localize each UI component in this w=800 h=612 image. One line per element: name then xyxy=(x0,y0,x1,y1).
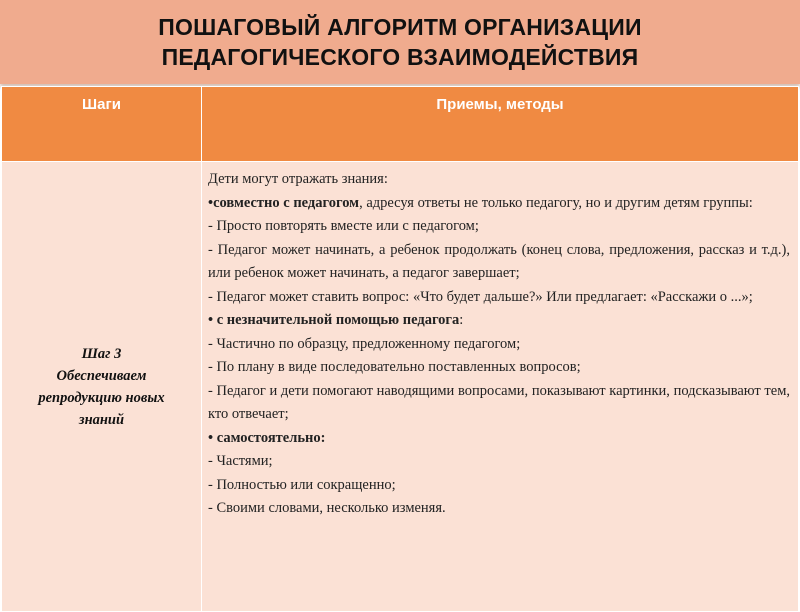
column-header-methods: Приемы, методы xyxy=(202,87,799,162)
method-item: - Частями; xyxy=(208,453,273,469)
method-group-minor-help-colon: : xyxy=(459,312,464,328)
title-banner xyxy=(0,0,800,84)
method-item: - По плану в виде последовательно поставленных вопросов; xyxy=(208,359,581,375)
method-group-together-title: •совместно с педагогом xyxy=(208,194,360,211)
method-item: - Своими словами, несколько изменяя. xyxy=(208,500,446,516)
method-group-together-desc: , адресуя ответы не только педагогу, но и другим детям группы: xyxy=(359,194,753,211)
page-title-line1: ПОШАГОВЫЙ АЛГОРИТМ ОРГАНИЗАЦИИ xyxy=(158,14,642,40)
steps-table xyxy=(1,86,799,612)
step-number: Шаг 3 xyxy=(81,345,122,362)
method-group-minor-help xyxy=(208,309,790,333)
method-item: - Педагог может начинать, а ребенок продолжать (конец слова, предложения, рассказ и т.д.), или ребенок может начинать, а педагог завершает; xyxy=(208,241,790,281)
table-header-row xyxy=(2,87,799,162)
method-group-minor-help-title: • с незначительной помощью педагога xyxy=(208,312,460,328)
methods-intro: Дети могут отражать знания: xyxy=(208,171,388,187)
method-group-together xyxy=(208,192,790,216)
column-header-steps: Шаги xyxy=(2,87,202,162)
method-item: - Полностью или сокращенно; xyxy=(208,476,396,493)
page-title xyxy=(158,12,641,72)
method-item: - Педагог и дети помогают наводящими вопросами, показывают картинки, подсказывают тем, кто отвечает; xyxy=(208,382,790,422)
step-title-line3: знаний xyxy=(78,411,125,428)
step-title-line1: Обеспечиваем xyxy=(56,367,147,384)
page-title-line2: ПЕДАГОГИЧЕСКОГО ВЗАИМОДЕЙСТВИЯ xyxy=(161,44,639,70)
step-cell xyxy=(2,162,202,612)
method-group-independent-title: • самостоятельно: xyxy=(208,429,326,446)
method-item: - Просто повторять вместе или с педагогом; xyxy=(208,218,479,234)
method-item: - Педагог может ставить вопрос: «Что будет дальше?» Или предлагает: «Расскажи о ...»; xyxy=(208,288,753,305)
step-title-line2: репродукцию новых xyxy=(38,389,165,406)
table-row xyxy=(2,162,799,612)
method-item: - Частично по образцу, предложенному педагогом; xyxy=(208,335,521,352)
methods-cell xyxy=(202,162,799,612)
